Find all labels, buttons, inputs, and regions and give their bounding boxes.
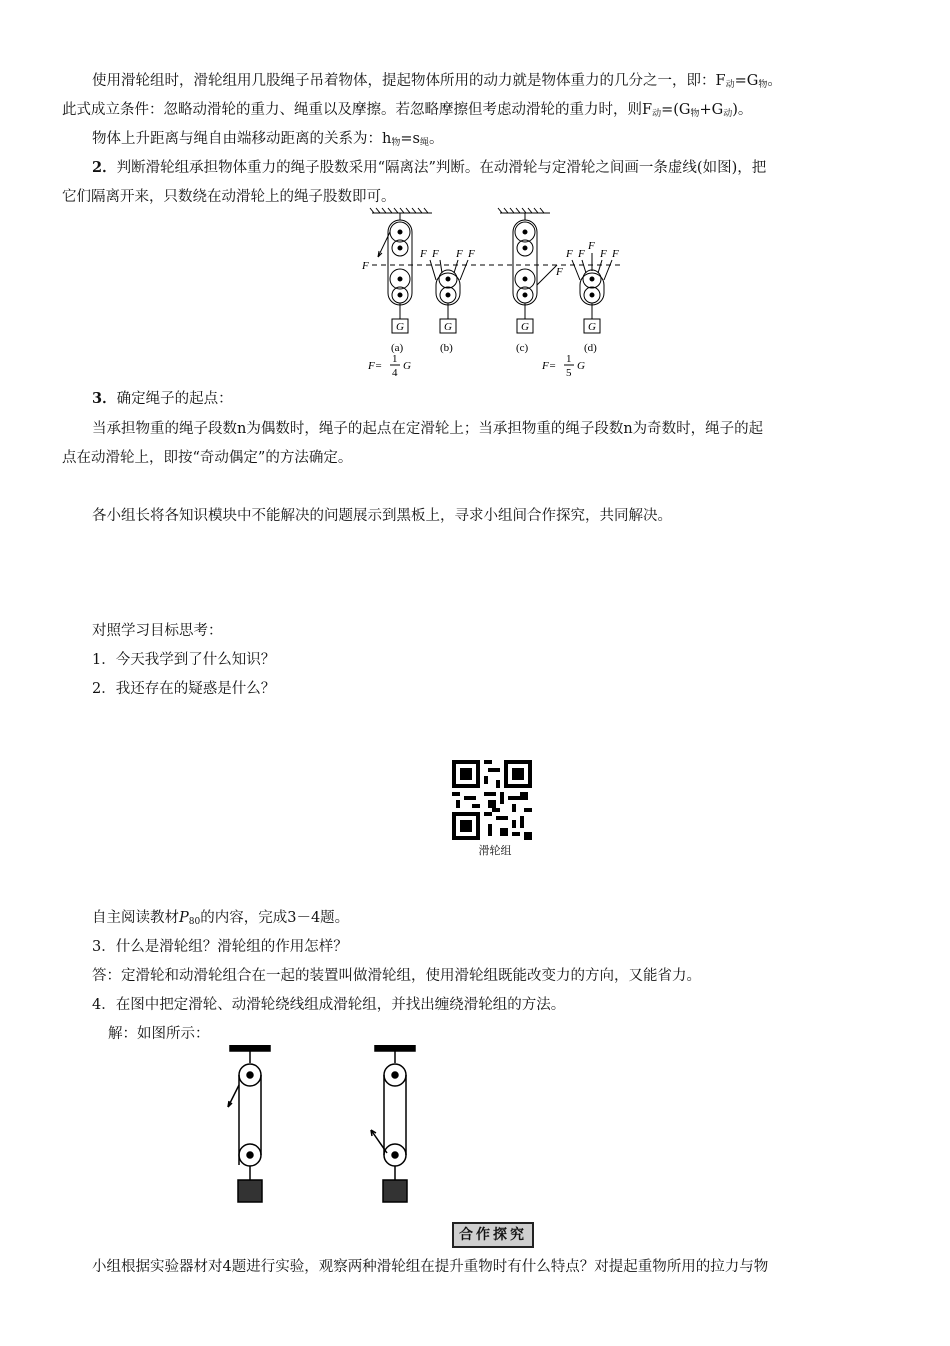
fraction-denominator: 5 (566, 367, 572, 379)
pulley-system-left (220, 1045, 280, 1205)
subscript: 物 (391, 138, 401, 148)
text: 它们隔离开来，只数绕在动滑轮上的绳子股数即可。 (62, 189, 396, 205)
text-line (92, 907, 349, 931)
weight-label: G (521, 321, 529, 333)
weight-label: G (444, 321, 452, 333)
force-label: F (556, 266, 563, 278)
force-label: F (588, 240, 595, 252)
text: 物体上升距离与绳自由端移动距离的关系为：h (92, 131, 392, 147)
text: =(G (661, 102, 691, 118)
section-badge: 合作探究 (452, 1222, 534, 1248)
text-line (92, 1256, 768, 1278)
text: 3．什么是滑轮组？滑轮组的作用怎样？ (92, 939, 348, 955)
subscript: 80 (188, 917, 201, 927)
text-line (92, 157, 766, 179)
formula-right: F= (542, 360, 557, 372)
text-line (62, 447, 352, 469)
qr-caption: 滑轮组 (478, 844, 512, 857)
text: 自主阅读教材 (92, 910, 179, 926)
text-line (62, 99, 752, 123)
fraction-denominator: 4 (392, 367, 398, 379)
text-line (92, 418, 763, 440)
text: 此式成立条件：忽略动滑轮的重力、绳重以及摩擦。若忽略摩擦但考虑动滑轮的重力时，则F (62, 102, 653, 118)
text: 的内容，完成3－4题。 (200, 910, 350, 926)
text: 当承担物重的绳子段数n为偶数时，绳子的起点在定滑轮上；当承担物重的绳子段数n为奇数时，绳子的起 (92, 421, 764, 437)
force-label: F (612, 248, 619, 260)
force-label: F (362, 260, 369, 272)
text: 。 (767, 73, 782, 89)
weight-label: G (588, 321, 596, 333)
text-line (108, 1023, 210, 1045)
text-line (92, 678, 275, 700)
formula-g: G (403, 360, 411, 372)
text: 确定绳子的起点： (116, 391, 233, 407)
item-number: 3． (92, 390, 117, 407)
text-line (92, 505, 672, 527)
fraction-numerator: 1 (566, 353, 572, 365)
force-label: F (578, 248, 585, 260)
pulley-system-right (365, 1045, 425, 1205)
page-ref: P (179, 910, 189, 926)
text: 答：定滑轮和动滑轮组合在一起的装置叫做滑轮组，使用滑轮组既能改变力的方向，又能省力。 (92, 968, 701, 984)
formula-left: F= (368, 360, 383, 372)
force-label: F (566, 248, 573, 260)
weight-label: G (396, 321, 404, 333)
subscript: 动 (723, 109, 733, 119)
text-line (92, 620, 223, 642)
item-number: 2． (92, 159, 117, 176)
force-label: F (420, 248, 427, 260)
figure-label-b: (b) (440, 342, 453, 354)
text: 2．我还存在的疑惑是什么？ (92, 681, 276, 697)
text: 点在动滑轮上，即按“奇动偶定”的方法确定。 (62, 450, 353, 466)
text-line (92, 388, 233, 410)
text-line (92, 965, 701, 987)
figure-label-c: (c) (516, 342, 529, 354)
figure-label-a: (a) (391, 342, 404, 354)
text: 解：如图所示： (108, 1026, 210, 1042)
text: 对照学习目标思考： (92, 623, 223, 639)
text: +G (699, 102, 724, 118)
force-label: F (432, 248, 439, 260)
text: 。 (428, 131, 444, 147)
subscript: 物 (758, 80, 768, 90)
text: 小组根据实验器材对4题进行实验，观察两种滑轮组在提升重物时有什么特点？对提起重物所用的拉力与物 (92, 1259, 769, 1275)
text-line (92, 936, 348, 958)
figure-label-d: (d) (584, 342, 597, 354)
text: 各小组长将各知识模块中不能解决的问题展示到黑板上，寻求小组间合作探究，共同解决。 (92, 508, 672, 524)
text-line (92, 994, 565, 1016)
subscript: 物 (690, 109, 700, 119)
text: =G (734, 73, 759, 89)
text: =s (400, 131, 420, 147)
text: 4．在图中把定滑轮、动滑轮绕线组成滑轮组，并找出缠绕滑轮组的方法。 (92, 997, 566, 1013)
text-line (92, 70, 782, 94)
text-line (62, 186, 396, 208)
qr-code[interactable] (452, 760, 532, 840)
force-label: F (600, 248, 607, 260)
force-label: F (456, 248, 463, 260)
text-line (92, 649, 275, 671)
text-line (92, 128, 443, 152)
text: )。 (732, 102, 753, 118)
subscript: 动 (652, 109, 662, 119)
text: 1．今天我学到了什么知识？ (92, 652, 276, 668)
fraction-numerator: 1 (392, 353, 398, 365)
pulley-isolation-figure (360, 205, 630, 380)
force-label: F (468, 248, 475, 260)
subscript: 绳 (419, 138, 429, 148)
text: 使用滑轮组时，滑轮组用几股绳子吊着物体，提起物体所用的动力就是物体重力的几分之一，即：F (92, 73, 726, 89)
text: 判断滑轮组承担物体重力的绳子股数采用“隔离法”判断。在动滑轮与定滑轮之间画一条虚线(如图)，把 (116, 160, 767, 176)
subscript: 动 (725, 80, 735, 90)
formula-g: G (577, 360, 585, 372)
